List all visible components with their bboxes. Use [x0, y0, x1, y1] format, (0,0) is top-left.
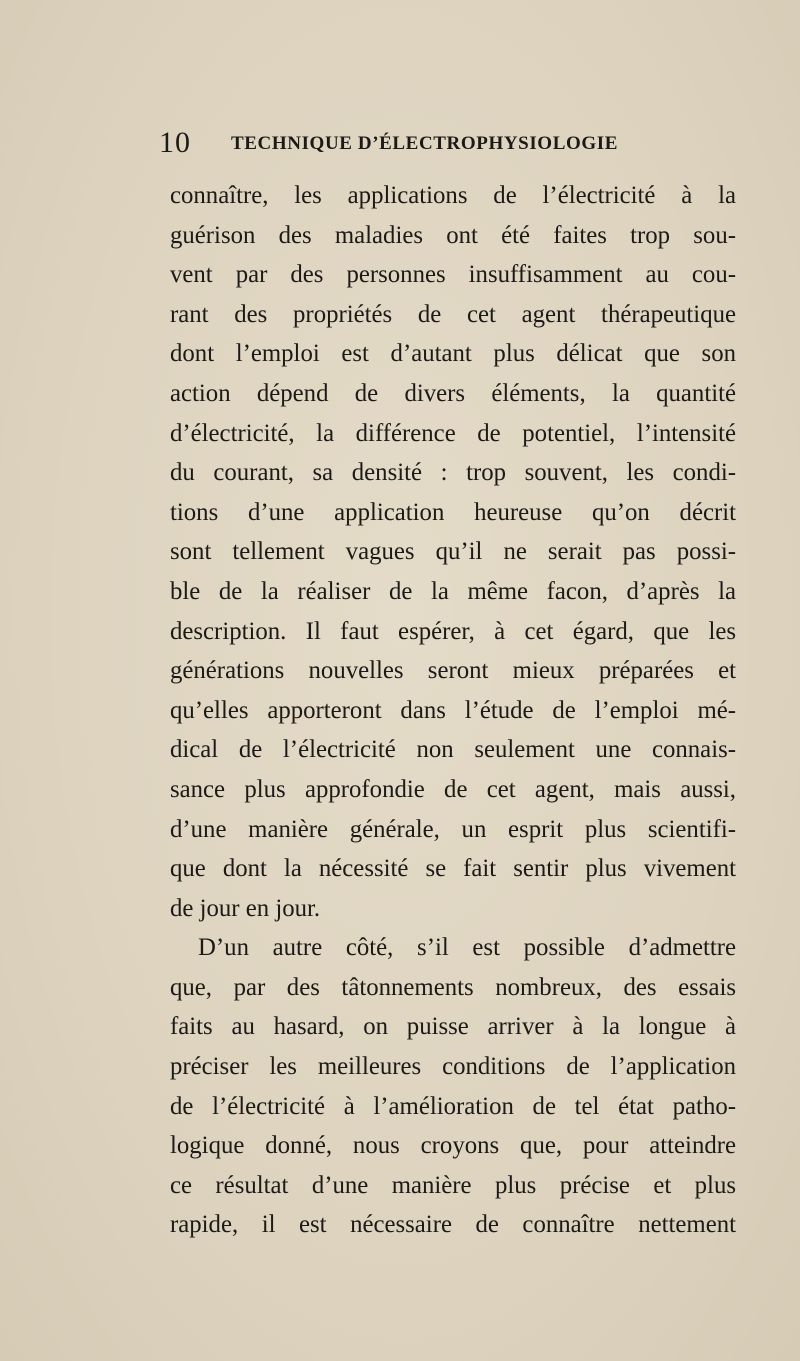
running-title: TECHNIQUE D’ÉLECTROPHYSIOLOGIE: [231, 133, 618, 154]
text-line: ce résultat d’une manière plus précise et plus: [170, 1171, 736, 1199]
text-line: que, par des tâtonnements nombreux, des essais: [170, 973, 736, 1001]
text-line: que dont la nécessité se fait sentir plus vivement: [170, 855, 736, 883]
text-line: logique donné, nous croyons que, pour atteindre: [170, 1132, 736, 1160]
text-line: générations nouvelles seront mieux préparées et: [170, 657, 736, 685]
text-line: d’électricité, la différence de potentiel, l’intensité: [170, 419, 736, 447]
text-line: description. Il faut espérer, à cet égard, que les: [170, 617, 736, 645]
text-line: d’une manière générale, un esprit plus scientifi-: [170, 815, 736, 843]
text-line: faits au hasard, on puisse arriver à la longue à: [170, 1013, 736, 1041]
text-line: rant des propriétés de cet agent thérapeutique: [170, 300, 736, 328]
page-number: 10: [159, 126, 191, 159]
text-line: sance plus approfondie de cet agent, mais aussi,: [170, 775, 736, 803]
running-head: [159, 126, 719, 160]
text-line: guérison des maladies ont été faites trop sou-: [170, 221, 736, 249]
paragraph-end-line: de jour en jour.: [170, 894, 321, 922]
text-line: préciser les meilleures conditions de l’application: [170, 1053, 736, 1081]
text-line: connaître, les applications de l’électricité à la: [170, 182, 736, 209]
text-line: dical de l’électricité non seulement une connais-: [170, 736, 736, 764]
text-line: qu’elles apporteront dans l’étude de l’emploi mé-: [170, 696, 736, 724]
text-line: ble de la réaliser de la même facon, d’après la: [170, 577, 736, 605]
text-line: vent par des personnes insuffisamment au cou-: [170, 261, 736, 289]
paragraph-start-line: D’un autre côté, s’il est possible d’admettre: [198, 934, 736, 962]
text-line: rapide, il est nécessaire de connaître nettement: [170, 1211, 736, 1239]
body-text: [170, 176, 736, 1245]
text-line: tions d’une application heureuse qu’on décrit: [170, 498, 736, 526]
text-line: dont l’emploi est d’autant plus délicat que son: [170, 340, 736, 368]
text-line: sont tellement vagues qu’il ne serait pas possi-: [170, 538, 736, 566]
text-line: action dépend de divers éléments, la quantité: [170, 379, 736, 407]
text-line: de l’électricité à l’amélioration de tel état patho-: [170, 1092, 736, 1120]
text-line: du courant, sa densité : trop souvent, les condi-: [170, 459, 736, 487]
